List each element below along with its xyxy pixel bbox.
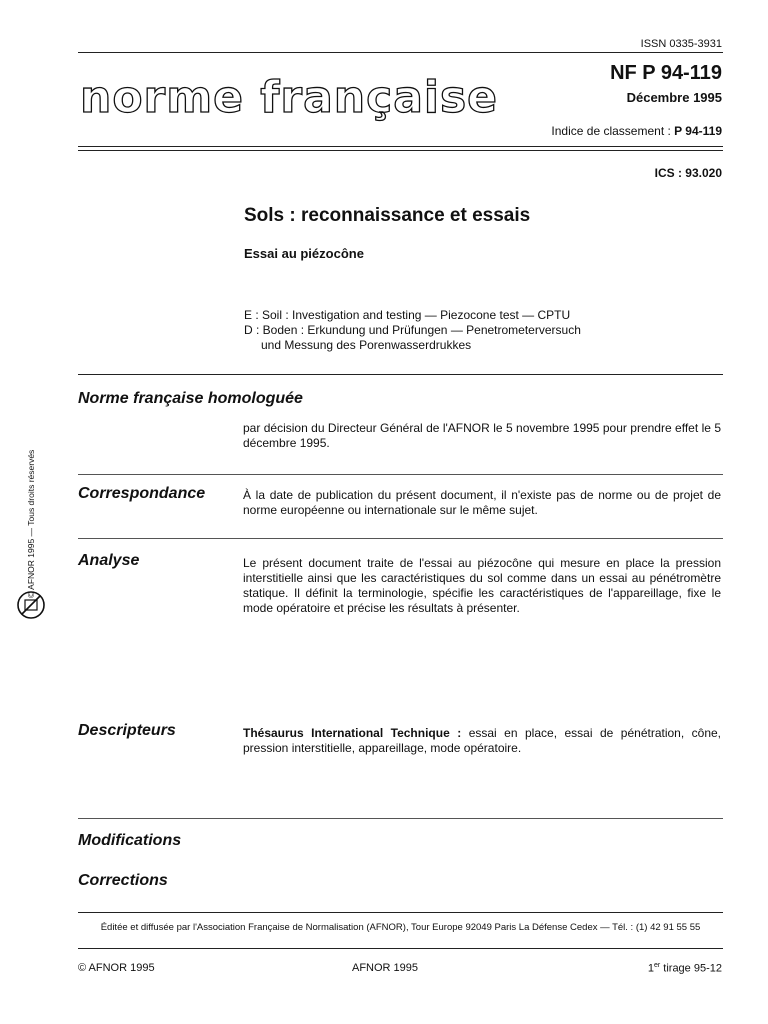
section-rule [78, 474, 723, 475]
tirage-superscript: er [653, 962, 661, 969]
tirage-text: tirage 95-12 [663, 962, 722, 975]
descripteurs-list: essai en place, essai de pénétration, cône, pression interstitielle, appareillage, mode opératoire. [243, 726, 722, 755]
classement-index [551, 124, 722, 138]
section-text-homologuee: par décision du Directeur Général de l'AFNOR le 5 novembre 1995 pour prendre effet le 5 décembre 1995. [243, 421, 721, 450]
section-label-corrections: Corrections [78, 872, 168, 889]
section-label-homologuee: Norme française homologuée [78, 390, 303, 407]
footer-editor-line: Éditée et diffusée par l'Association Française de Normalisation (AFNOR), Tour Europe 92049 Paris La Défense Cedex — Tél. : (1) 42 91 55 55 [100, 922, 701, 933]
standard-date: Décembre 1995 [626, 90, 722, 105]
classement-value: P 94-119 [674, 124, 722, 138]
brand-title: norme française [80, 72, 499, 123]
section-text-descripteurs [243, 726, 721, 756]
section-text-analyse: Le présent document traite de l'essai au piézocône qui mesure en place la pression interstitielle ainsi que les caractéristiques du sol comme dans un essai au pénétromètre statique. Il définit la terminologie, spécifie les caractéristiques de l'appareillage, fixe le mode opératoire et précise les résultats à présenter. [243, 556, 721, 615]
section-label-descripteurs: Descripteurs [78, 722, 176, 739]
section-rule [78, 818, 723, 819]
footer-tirage [648, 962, 722, 975]
issn-number: ISSN 0335-3931 [640, 38, 722, 50]
footer-rule-bottom [78, 948, 723, 949]
side-copyright: © AFNOR 1995 — Tous droits réservés [26, 449, 36, 598]
translation-en: E : Soil : Investigation and testing — Piezocone test — CPTU [244, 308, 571, 322]
translation-de-line1: D : Boden : Erkundung und Prüfungen — Penetrometerversuch [244, 323, 581, 337]
section-rule [78, 374, 723, 375]
no-copy-seal-icon [16, 590, 46, 620]
thesaurus-label: Thésaurus International Technique : [243, 726, 462, 740]
top-rule [78, 52, 723, 53]
ics-code: ICS : 93.020 [654, 166, 722, 180]
title-translations [244, 308, 581, 353]
tirage-number: 1 [647, 962, 654, 975]
section-label-analyse: Analyse [78, 552, 140, 569]
section-text-correspondance: À la date de publication du présent document, il n'existe pas de norme ou de projet de norme européenne ou internationale sur le même sujet. [243, 488, 721, 517]
standard-id: NF P 94-119 [610, 62, 722, 84]
section-rule [78, 538, 723, 539]
footer-center: AFNOR 1995 [351, 962, 419, 974]
document-subtitle: Essai au piézocône [244, 246, 364, 261]
footer-copyright: © AFNOR 1995 [78, 962, 155, 974]
section-label-modifications: Modifications [78, 832, 182, 849]
footer-rule [78, 912, 723, 913]
header-double-rule [78, 146, 723, 151]
classement-label: Indice de classement : [551, 124, 671, 138]
document-title: Sols : reconnaissance et essais [244, 205, 531, 226]
section-label-correspondance: Correspondance [78, 485, 206, 502]
translation-de-line2: und Messung des Porenwasserdrukkes [261, 338, 472, 352]
